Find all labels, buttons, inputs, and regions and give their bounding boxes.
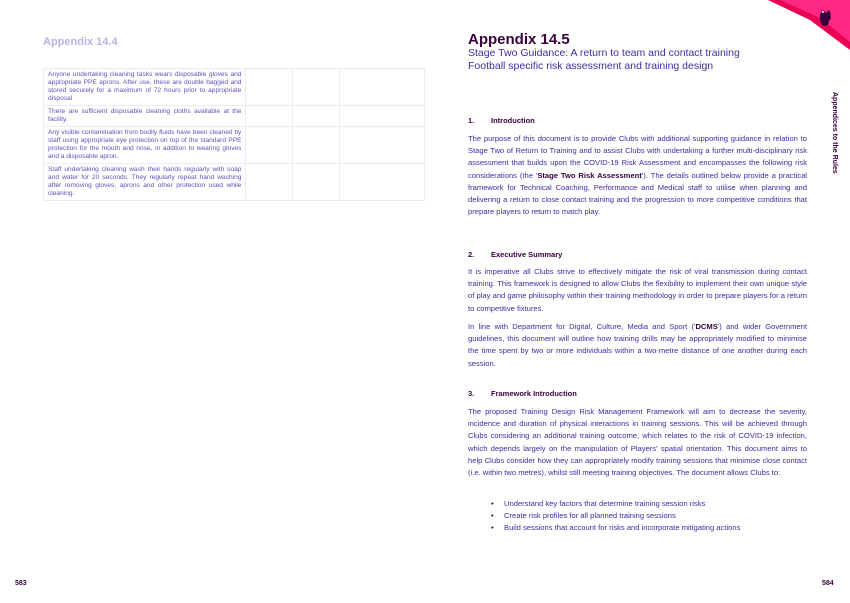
text-run: In line with Department for Digital, Culture, Media and Sport (' [468, 322, 696, 331]
side-tab-label: Appendices to the Rules [831, 92, 838, 174]
table-cell-empty [340, 106, 425, 127]
executive-paragraph-1: It is imperative all Clubs strive to effectively mitigate the risk of viral transmission during contact training. This framework is designed to allow Clubs the flexibility to implement their own unique style of play and game philosophy within their training methodology in order to prepare players for a return to competitive fixtures. [468, 267, 807, 313]
list-item: • Create risk profiles for all planned training sessions [488, 510, 808, 522]
left-page-title: Appendix 14.4 [43, 36, 118, 48]
table-cell-empty [340, 164, 425, 201]
table-cell: Any visible contamination from bodily fluids have been cleaned by staff using appropriate eye protection on top of the standard PPE protection for the mouth and nose, in addition to wearing gloves and a disposable apron. [44, 127, 246, 164]
table-cell: Anyone undertaking cleaning tasks wears disposable gloves and appropriate PPE aprons. After use, these are double bagged and stored securely for a maximum of 72 hours prior to appropriate disposal [44, 69, 246, 106]
table-cell-empty [293, 127, 340, 164]
table-cell-empty [246, 164, 293, 201]
section-heading-introduction [468, 116, 535, 125]
corner-banner [740, 0, 850, 50]
subtitle-line-2: Football specific risk assessment and training design [468, 60, 714, 72]
bold-term: Stage Two Risk Assessment [537, 170, 642, 180]
section-number: 1. [468, 116, 475, 125]
table-cell: Staff undertaking cleaning wash their hands regularly with soap and water for 20 seconds. They regularly repeat hand washing after removing gloves, aprons and other protection used while cleaning. [44, 164, 246, 201]
table-row [44, 106, 425, 127]
section-heading-executive-summary [468, 250, 562, 259]
framework-paragraph: The proposed Training Design Risk Management Framework will aim to decrease the severity, incidence and duration of physical interactions in training sessions. This will be achieved through Clubs considering an additional training outcome, which relates to the risk of COVID-19 infection, which depends largely on the manipulation of Players' spatial orientation. This document aims to help Clubs consider how they can appropriately modify training sessions that minimise close contact (i.e. within two metres), whilst still meeting training objectives. The document allows Clubs to: [468, 407, 807, 478]
table-cell-empty [246, 106, 293, 127]
left-page-number: 583 [15, 580, 27, 587]
page-title: Appendix 14.5 [468, 31, 570, 48]
table-cell-empty [340, 69, 425, 106]
right-page-number: 584 [822, 580, 834, 587]
text-run: ') and wider Government guidelines, this document will outline how training drills may be appropriately modified to minimise the time spent by two or more individuals within a two-metre distance of one another during each session. [468, 322, 807, 368]
objectives-list [488, 498, 808, 535]
table-cell-empty [246, 69, 293, 106]
table-row [44, 127, 425, 164]
text-run: '). The details outlined below provide a practical framework for Technical Coaching, Performance and Medical staff to utilise when planning and delivering a return to close contact training and the progression to more competitive conditions that prepare players to return to match play. [468, 170, 807, 217]
section-title: Executive Summary [491, 250, 563, 259]
risk-assessment-table [43, 68, 425, 201]
table-cell-empty [293, 106, 340, 127]
executive-paragraph-2 [468, 321, 807, 370]
section-number: 2. [468, 250, 475, 259]
table-cell-empty [293, 69, 340, 106]
table-cell-empty [246, 127, 293, 164]
table-cell-empty [293, 164, 340, 201]
section-heading-framework-introduction [468, 389, 577, 398]
table-row [44, 164, 425, 201]
list-item: • Build sessions that account for risks and incorporate mitigating actions [488, 522, 808, 534]
text-run: The purpose of this document is to provide Clubs with additional supporting guidance in relation to Stage Two of Return to Training and to assist Clubs with undertaking a further multi-disciplinary risk assessment that builds upon the COVID-19 Risk Assessment and encompasses the following risk considerations (the ' [468, 134, 807, 180]
subtitle-line-1: Stage Two Guidance: A return to team and contact training [468, 47, 740, 59]
bold-term: DCMS [695, 322, 718, 331]
table-cell: There are sufficient disposable cleaning cloths available at the facility. [44, 106, 246, 127]
list-item: • Understand key factors that determine training session risks [488, 498, 808, 510]
table-row [44, 69, 425, 106]
intro-paragraph [468, 133, 807, 218]
section-number: 3. [468, 389, 475, 398]
table-cell-empty [340, 127, 425, 164]
section-title: Introduction [491, 116, 535, 125]
section-title: Framework Introduction [491, 389, 577, 398]
